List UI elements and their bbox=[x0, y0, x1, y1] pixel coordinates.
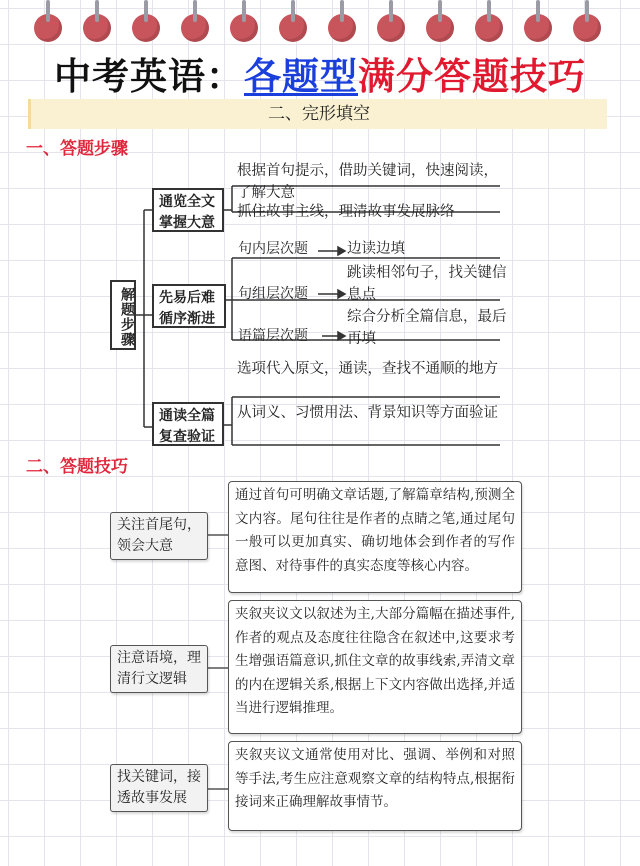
leaf-text: 从词义、习惯用法、背景知识等方面验证 bbox=[237, 405, 498, 421]
tip-label: 关注首尾句，领会大意 bbox=[110, 512, 208, 560]
tip-content: 通过首句可明确文章话题,了解篇章结构,预测全文内容。尾句往往是作者的点睛之笔,通过尾句一般可以更加真实、确切地体会到作者的写作意图、对待事件的真实态度等核心内容。 bbox=[228, 481, 522, 593]
page-title: 中考英语：各题型满分答题技巧 bbox=[54, 55, 586, 98]
branch-node-review: 通读全篇复查验证 bbox=[152, 402, 224, 446]
tip-content: 夹叙夹议文通常使用对比、强调、举例和对照等手法,考生应注意观察文章的结构特点,根据衔接词来正确理解故事情节。 bbox=[228, 741, 522, 831]
leaf-text: 选项代入原文，通读，查找不通顺的地方 bbox=[237, 361, 498, 377]
branch-node-easy-first: 先易后难循序渐进 bbox=[152, 284, 226, 328]
section-banner: 二、完形填空 bbox=[28, 99, 607, 129]
tip-label: 找关键词，接透故事发展 bbox=[110, 764, 208, 812]
root-node: 解题步骤 bbox=[110, 280, 136, 350]
leaf-text: 边读边填 bbox=[347, 241, 405, 257]
leaf-label: 语篇层次题 bbox=[238, 328, 308, 344]
leaf-text: 抓住故事主线，理清故事发展脉络 bbox=[237, 204, 455, 220]
tip-content: 夹叙夹议文以叙述为主,大部分篇幅在描述事件,作者的观点及态度往往隐含在叙述中,这要求考生增强语篇意识,抓住文章的故事线索,弄清文章的内在逻辑关系,根据上下文内容做出选择,并适当进行逻辑推理。 bbox=[228, 600, 522, 734]
branch-node-overview: 通览全文掌握大意 bbox=[152, 188, 224, 232]
leaf-text: 跳读相邻句子，找关键信息点 bbox=[347, 265, 507, 303]
section-heading-steps: 一、答题步骤 bbox=[26, 139, 128, 159]
leaf-label: 句内层次题 bbox=[238, 241, 308, 257]
leaf-label: 句组层次题 bbox=[238, 286, 308, 302]
section-heading-tips: 二、答题技巧 bbox=[26, 457, 128, 477]
leaf-text: 综合分析全篇信息，最后再填 bbox=[347, 309, 507, 347]
leaf-text: 根据首句提示，借助关键词，快速阅读，了解大意 bbox=[237, 163, 498, 201]
tip-label: 注意语境，理清行文逻辑 bbox=[110, 645, 208, 693]
